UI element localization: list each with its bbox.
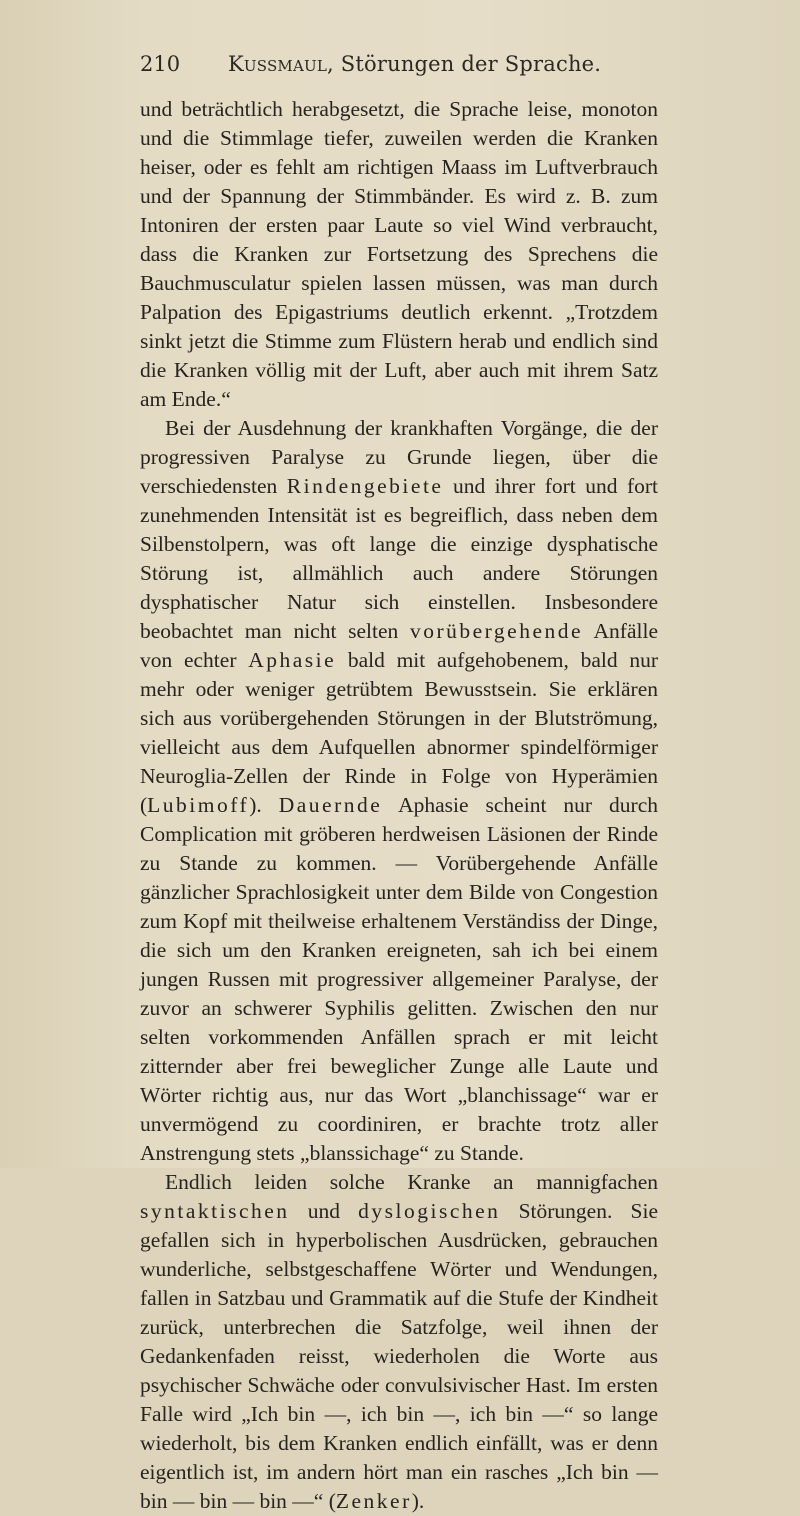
- spaced-term: vorübergehende: [409, 619, 584, 643]
- spaced-author: Zenker: [335, 1489, 412, 1513]
- text-run: Endlich leiden solche Kranke an mannigfachen: [165, 1170, 658, 1194]
- running-header: [140, 48, 658, 84]
- spaced-term: syntaktischen: [140, 1199, 290, 1223]
- text-run: bald mit aufgehobenem, bald nur mehr oder weniger getrübtem Bewusstsein. Sie erklären sich aus vorübergehenden Störungen in der Blutströmung, vielleicht aus dem Aufquellen abnormer spindelförmiger Neuroglia-Zellen der Rinde in Folge von Hyperämien (: [140, 648, 658, 817]
- running-title: [228, 52, 601, 76]
- spaced-term: Aphasie: [248, 648, 337, 672]
- page-number: 210: [140, 52, 181, 76]
- paragraph-3: [140, 1168, 658, 1516]
- text-run: ).: [249, 793, 279, 817]
- spaced-author: Lubimoff: [147, 793, 250, 817]
- author-name: Kussmaul,: [228, 52, 334, 76]
- paragraph-2: [140, 414, 658, 1168]
- text-run: ).: [411, 1489, 425, 1513]
- text-run: Aphasie scheint nur durch Complication mit gröberen herdweisen Läsionen der Rinde zu Stande zu kommen. — Vorübergehende Anfälle gänzlicher Sprachlosigkeit unter dem Bilde von Congestion zum Kopf mit theilweise erhaltenem Verständiss der Dinge, die sich um den Kranken ereigneten, sah ich bei einem jungen Russen mit progressiver allgemeiner Paralyse, der zuvor an schwerer Syphilis gelitten. Zwischen den nur selten vorkommenden Anfällen sprach er mit leicht zitternder aber frei beweglicher Zunge alle Laute und Wörter richtig aus, nur das Wort „blanchissage“ war er unvermögend zu coordiniren, er brachte trotz aller Anstrengung stets „blanssichage“ zu Stande.: [140, 793, 658, 1165]
- text-run: Anfälle von echter: [140, 619, 658, 672]
- spaced-term: Rindengebiete: [286, 474, 444, 498]
- chapter-title: Störungen der Sprache.: [340, 52, 602, 76]
- text-run: und: [289, 1199, 359, 1223]
- text-run: Bei der Ausdehnung der krankhaften Vorgänge, die der progressiven Paralyse zu Grunde liegen, über die verschiedensten: [140, 416, 658, 498]
- body-text: [140, 95, 658, 1516]
- text-run: und ihrer fort und fort zunehmenden Intensität ist es begreiflich, dass neben dem Silbenstolpern, was oft lange die einzige dysphatische Störung ist, allmählich auch andere Störungen dysphatischer Natur sich einstellen. Insbesondere beobachtet man nicht selten: [140, 474, 658, 643]
- text-run: Störungen. Sie gefallen sich in hyperbolischen Ausdrücken, gebrauchen wunderliche, selbstgeschaffene Wörter und Wendungen, fallen in Satzbau und Grammatik auf die Stufe der Kindheit zurück, unterbrechen die Satzfolge, weil ihnen der Gedankenfaden reisst, wiederholen die Worte aus psychischer Schwäche oder convulsivischer Hast. Im ersten Falle wird „Ich bin —, ich bin —, ich bin —“ so lange wiederholt, bis dem Kranken endlich einfällt, was er denn eigentlich ist, im andern hört man ein rasches „Ich bin — bin — bin — bin —“ (: [140, 1199, 658, 1513]
- text-run: und beträchtlich herabgesetzt, die Sprache leise, monoton und die Stimmlage tiefer, zuweilen werden die Kranken heiser, oder es fehlt am richtigen Maass im Luftverbrauch und der Spannung der Stimmbänder. Es wird z. B. zum Intoniren der ersten paar Laute so viel Wind verbraucht, dass die Kranken zur Fortsetzung des Sprechens die Bauchmusculatur spielen lassen müssen, was man durch Palpation des Epigastriums deutlich erkennt. „Trotzdem sinkt jetzt die Stimme zum Flüstern herab und endlich sind die Kranken völlig mit der Luft, aber auch mit ihrem Satz am Ende.“: [140, 97, 658, 411]
- spaced-term: dyslogischen: [358, 1199, 501, 1223]
- paragraph-1: [140, 95, 658, 414]
- spaced-term: Dauernde: [278, 793, 383, 817]
